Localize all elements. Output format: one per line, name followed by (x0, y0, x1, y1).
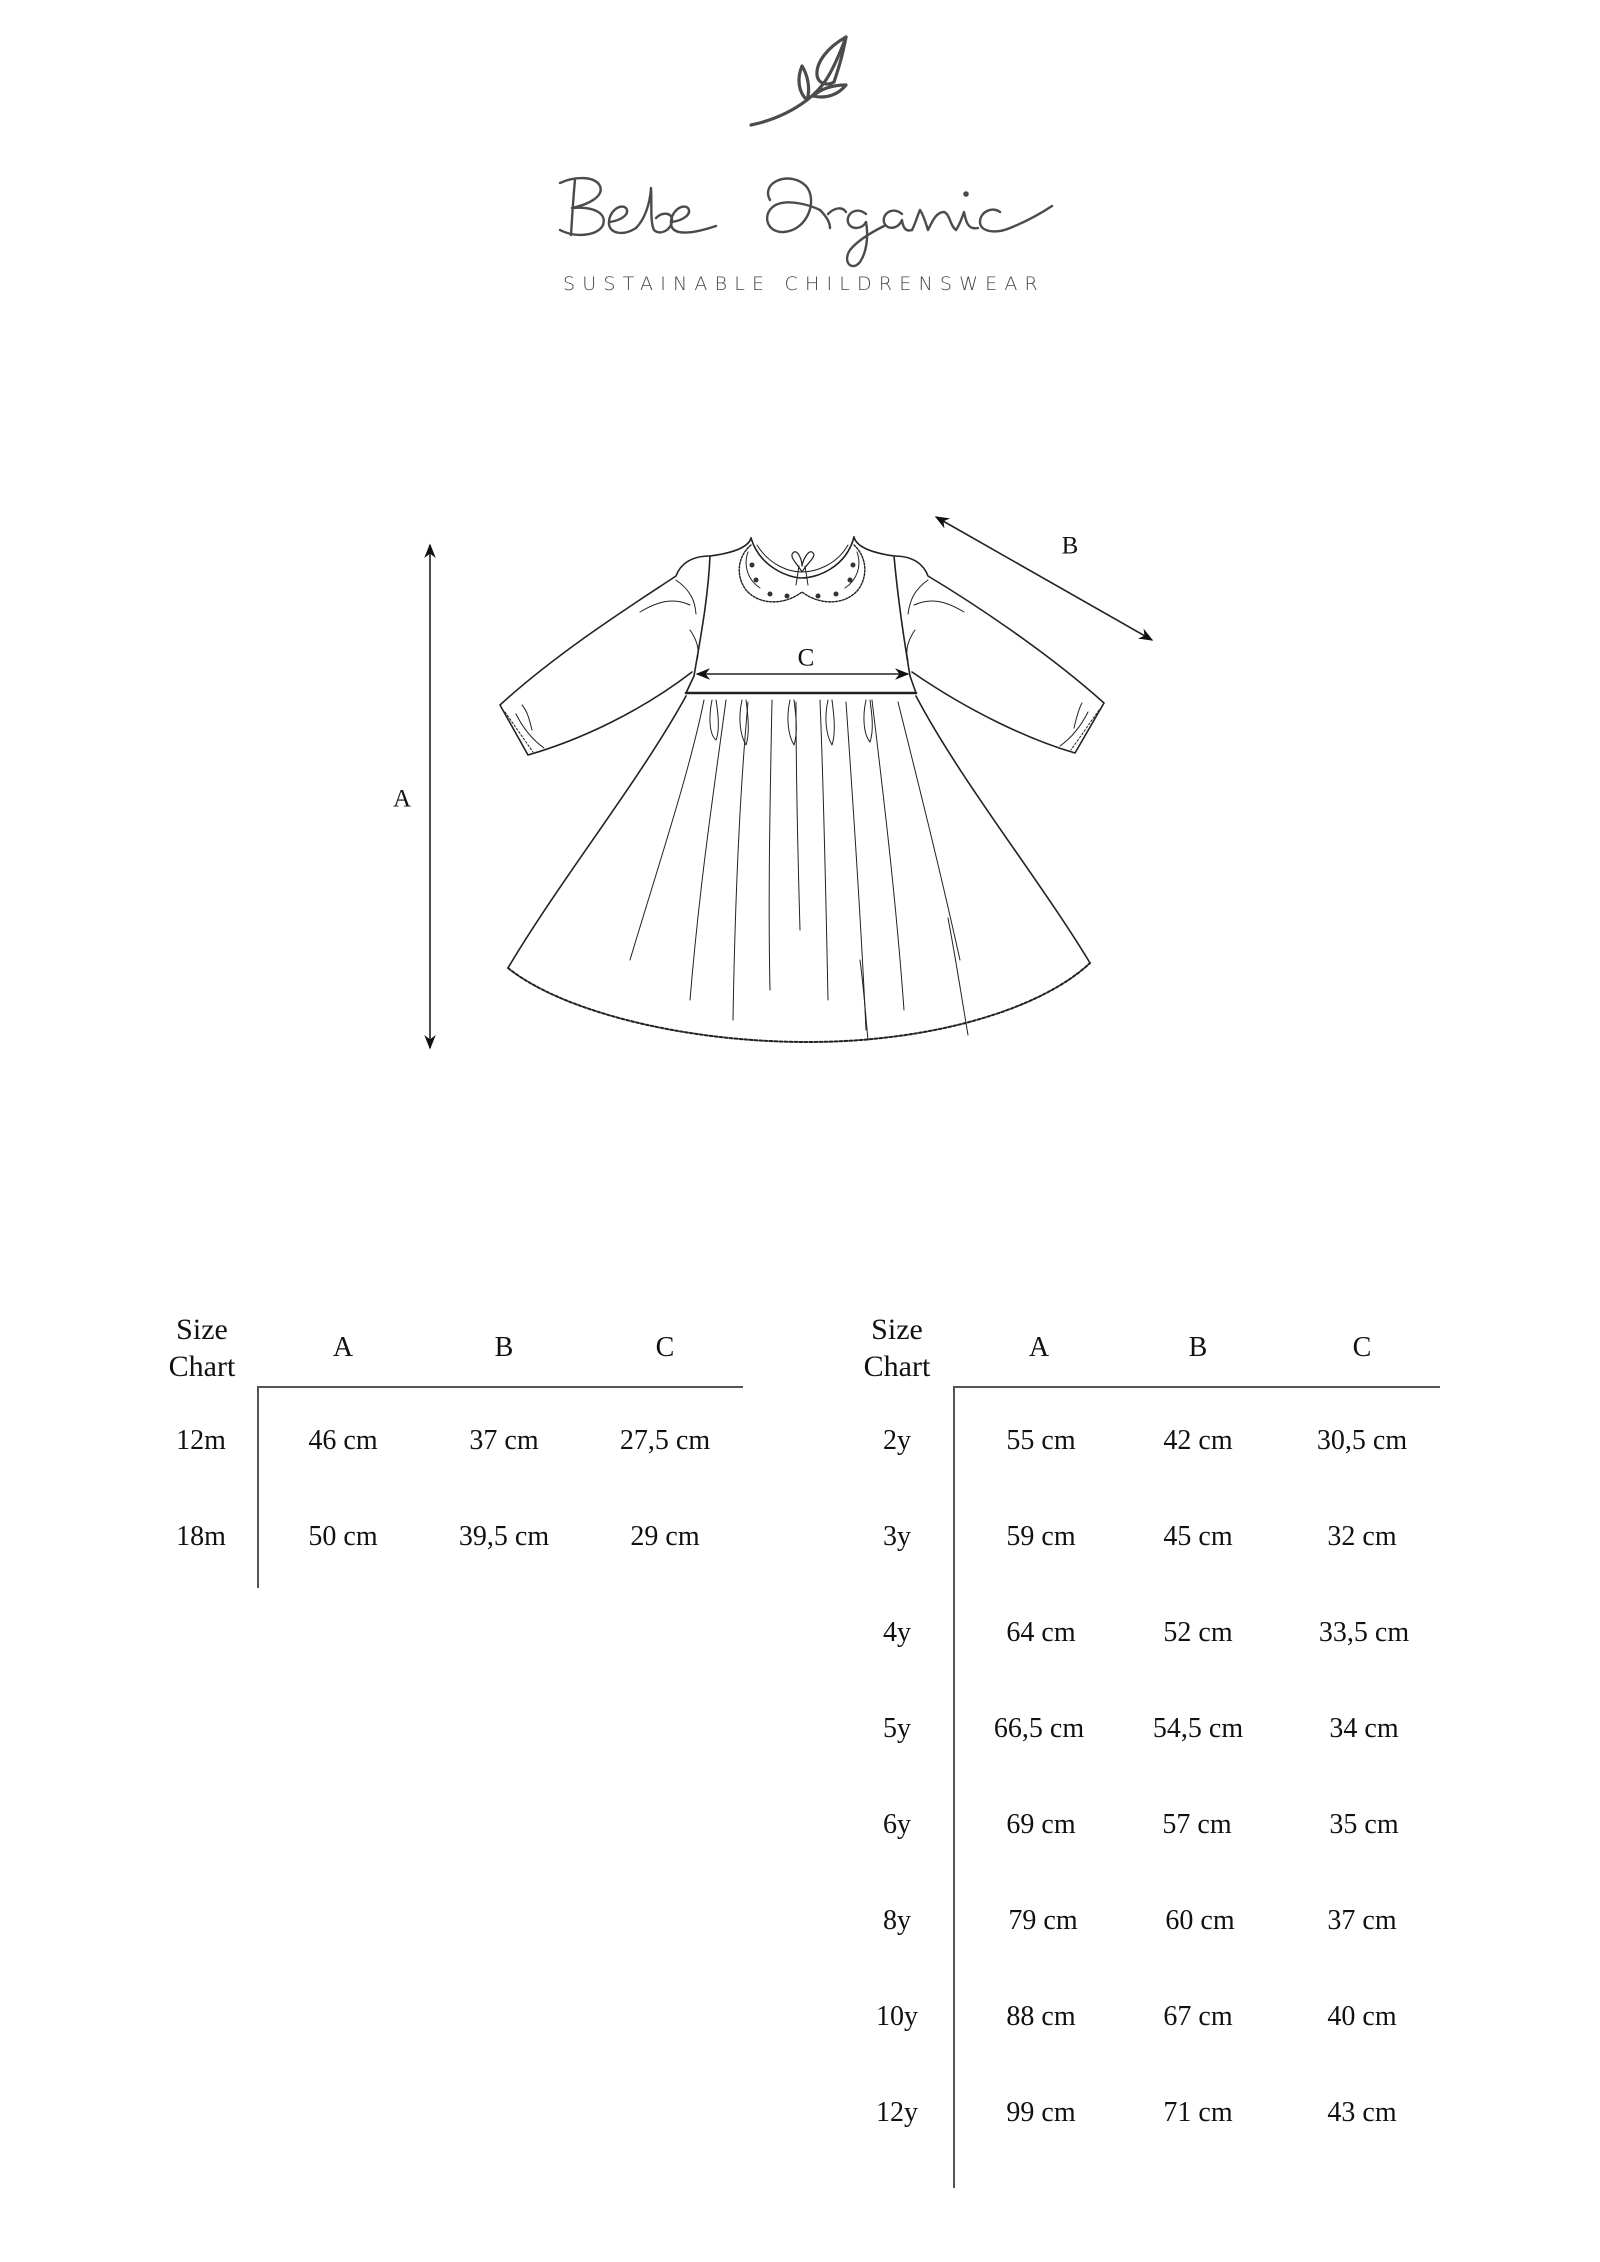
table-corner-label: Size Chart (863, 1313, 931, 1383)
value-c: 29 cm (630, 1521, 700, 1552)
measure-arrow-b (936, 517, 1152, 640)
value-b: 42 cm (1163, 1425, 1233, 1456)
value-a: 88 cm (1006, 2001, 1076, 2032)
value-c: 43 cm (1327, 2097, 1397, 2128)
table-corner-label: Size Chart (168, 1313, 236, 1383)
value-c: 27,5 cm (619, 1425, 711, 1456)
size-cell: 10y (876, 2001, 918, 2032)
value-b: 71 cm (1163, 2097, 1233, 2128)
value-a: 64 cm (1006, 1617, 1076, 1648)
value-a: 50 cm (308, 1521, 378, 1552)
value-b: 37 cm (469, 1425, 539, 1456)
size-cell: 12y (876, 2097, 918, 2128)
value-a: 46 cm (308, 1425, 378, 1456)
value-b: 67 cm (1163, 2001, 1233, 2032)
value-c: 32 cm (1327, 1521, 1397, 1552)
value-b: 60 cm (1165, 1905, 1235, 1936)
brand-tagline: SUSTAINABLE CHILDRENSWEAR (563, 273, 1045, 295)
dress-illustration (0, 0, 1600, 1100)
size-cell: 18m (176, 1521, 226, 1552)
size-column-divider (257, 1386, 259, 1588)
value-b: 52 cm (1163, 1617, 1233, 1648)
value-a: 55 cm (1006, 1425, 1076, 1456)
value-c: 35 cm (1329, 1809, 1399, 1840)
value-a: 69 cm (1006, 1809, 1076, 1840)
size-cell: 4y (883, 1617, 911, 1648)
value-b: 39,5 cm (458, 1521, 550, 1552)
size-cell: 12m (176, 1425, 226, 1456)
measure-label-c: C (797, 644, 815, 672)
size-cell: 6y (883, 1809, 911, 1840)
value-b: 57 cm (1162, 1809, 1232, 1840)
value-a: 59 cm (1006, 1521, 1076, 1552)
value-c: 34 cm (1329, 1713, 1399, 1744)
column-header-c: C (655, 1332, 675, 1363)
column-header-c: C (1352, 1332, 1372, 1363)
value-a: 79 cm (1008, 1905, 1078, 1936)
column-header-b: B (494, 1332, 514, 1363)
value-b: 45 cm (1163, 1521, 1233, 1552)
size-cell: 5y (883, 1713, 911, 1744)
size-cell: 3y (883, 1521, 911, 1552)
value-a: 66,5 cm (993, 1713, 1085, 1744)
dress-outline (500, 537, 1104, 1042)
size-cell: 8y (883, 1905, 911, 1936)
size-cell: 2y (883, 1425, 911, 1456)
value-c: 40 cm (1327, 2001, 1397, 2032)
measure-label-a: A (392, 785, 412, 813)
measure-label-b: B (1061, 532, 1079, 560)
header-divider (257, 1386, 743, 1388)
column-header-a: A (332, 1332, 354, 1363)
column-header-b: B (1188, 1332, 1208, 1363)
value-c: 37 cm (1327, 1905, 1397, 1936)
value-b: 54,5 cm (1152, 1713, 1244, 1744)
value-c: 30,5 cm (1316, 1425, 1408, 1456)
size-column-divider (953, 1386, 955, 2188)
value-a: 99 cm (1006, 2097, 1076, 2128)
value-c: 33,5 cm (1318, 1617, 1410, 1648)
column-header-a: A (1028, 1332, 1050, 1363)
header-divider (953, 1386, 1440, 1388)
